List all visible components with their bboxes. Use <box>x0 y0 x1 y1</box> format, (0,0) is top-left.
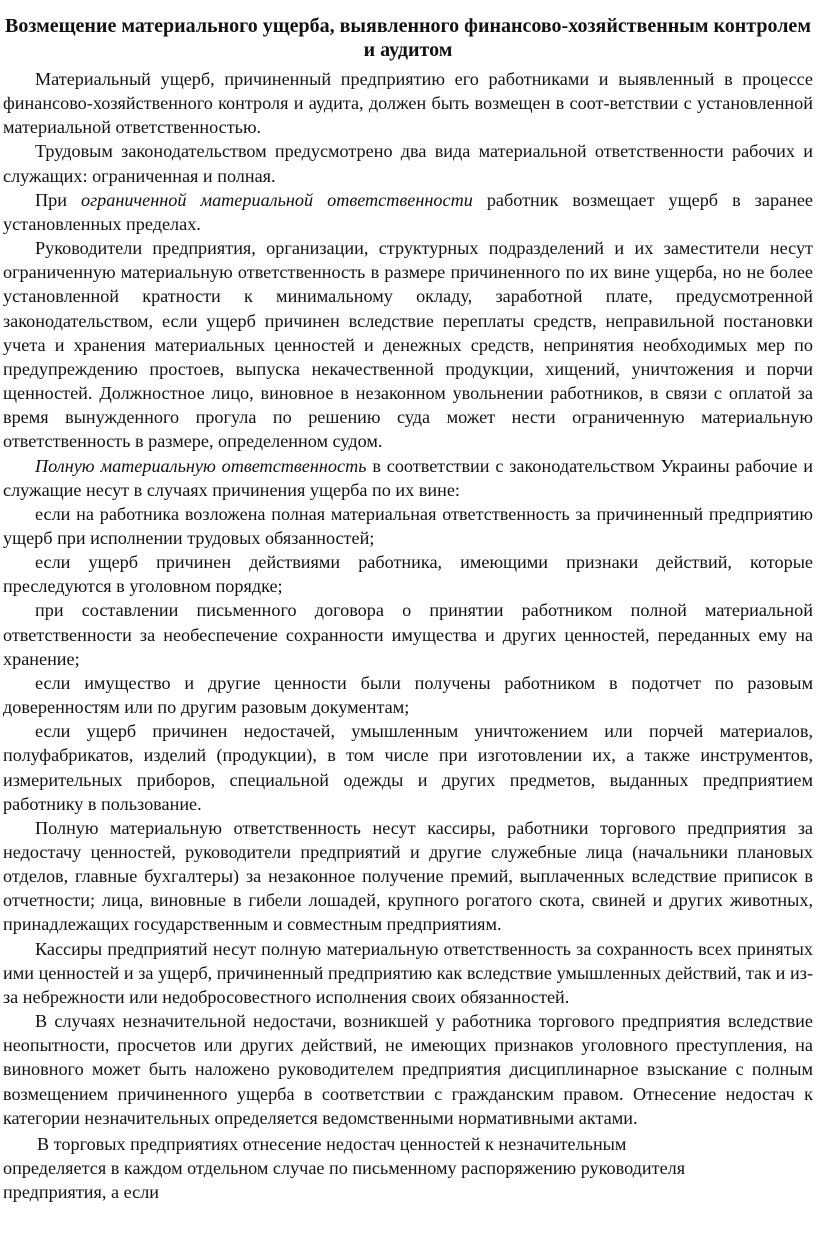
list-item-case-4: если имущество и другие ценности были получены работником в подотчет по разовым доверенностям или по другим разовым документам; <box>3 672 813 718</box>
paragraph-intro: Материальный ущерб, причиненный предприятию его работниками и выявленный в процессе финансово-хозяйственного контроля и аудита, должен быть возмещен в соот-ветствии с установленной материальной ответственностью. <box>3 69 813 138</box>
tail-line-2: определяется в каждом отдельном случае по письменному распоряжению руководителя <box>3 1158 686 1179</box>
term-limited-liability: ограниченной материальной ответственности <box>80 189 473 210</box>
list-item-case-3: при составлении письменного договора о принятии работником полной материальной ответственности за необеспечение сохранности имущества и других ценностей, переданных ему на хранение; <box>3 600 813 669</box>
paragraph-cashiers-traders: Полную материальную ответственность несут кассиры, работники торгового предприятия за недостачу ценностей, руководители предприятий и другие служебные лица (начальники плановых отделов, главные бухгалтеры) за незаконное получение премий, выплаченных вследствие приписок в отчетности; лица, виновные в гибели лошадей, крупного рогатого скота, свиней и других животных, принадлежащих государственным и совместным предприятиям. <box>3 817 813 935</box>
paragraph-full <box>3 454 813 502</box>
list-item-case-5: если ущерб причинен недостачей, умышленным уничтожением или порчей материалов, полуфабрикатов, изделий (продукции), в том числе при изготовлении их, а также инструментов, измерительных приборов, специальной одежды и других предметов, выданных предприятием работнику в пользование. <box>3 721 813 814</box>
paragraph-minor-shortage: В случаях незначительной недостачи, возникшей у работника торгового предприятия вследствие неопытности, просчетов или других действий, не имеющих признаков уголовного преступления, на виновного может быть наложено руководителем предприятия дисциплинарное взыскание с полным возмещением причиненного ущерба в соответствии с гражданским правом. Отнесение недостач к категории незначительных определяется ведомственными нормативными актами. <box>3 1011 813 1128</box>
paragraph-full-after: в соответствии с законодательством Украины рабочие и служащие несут в случаях причинения ущерба по их вине: <box>3 455 813 500</box>
tail-line-1: В торговых предприятиях отнесение недостач ценностей к незначительным <box>37 1133 627 1154</box>
paragraph-types: Трудовым законодательством предусмотрено два вида материальной ответственности рабочих и служащих: ограниченная и полная. <box>3 141 813 186</box>
paragraph-limited-after: работник возмещает ущерб в заранее установленных пределах. <box>3 189 813 234</box>
paragraph-limited <box>3 188 813 236</box>
paragraph-trade-enterprises <box>3 1132 813 1204</box>
paragraph-cashiers: Кассиры предприятий несут полную материальную ответственность за сохранность всех принятых ими ценностей и за ущерб, причиненный предприятию как вследствие умышленных действий, так и из-за небрежности или недобросовестного исполнения своих обязанностей. <box>3 938 813 1007</box>
document-body <box>3 67 813 1204</box>
paragraph-limited-before: При <box>35 189 81 210</box>
list-item-case-1: если на работника возложена полная материальная ответственность за причиненный предприятию ущерб при исполнении трудовых обязанностей; <box>3 503 813 548</box>
document-title: Возмещение материального ущерба, выявленного финансово-хозяйственным контролем и аудитом <box>5 15 811 61</box>
list-item-case-2: если ущерб причинен действиями работника, имеющими признаки действий, которые преследуются в уголовном порядке; <box>3 552 813 597</box>
paragraph-managers: Руководители предприятия, организации, структурных подразделений и их заместители несут ограниченную материальную ответственность в размере причиненного по их вине ущерба, но не более установленной кратности к минимальному окладу, заработной плате, предусмотренной законодательством, если ущерб причинен вследствие переплаты средств, неправильной постановки учета и хранения материальных ценностей и денежных средств, непринятия необходимых мер по предупреждению простоев, выпуска некачественной продукции, хищений, уничтожения и порчи щенностей. Должностное лицо, виновное в незаконном увольнении работников, в связи с оплатой за время вынужденного прогула по решению суда может нести ограниченную материальную ответственность в размере, определенном судом. <box>3 238 813 452</box>
tail-line-3: предприятия, а если <box>3 1182 160 1203</box>
term-full-liability: Полную материальную ответственность <box>35 455 367 476</box>
